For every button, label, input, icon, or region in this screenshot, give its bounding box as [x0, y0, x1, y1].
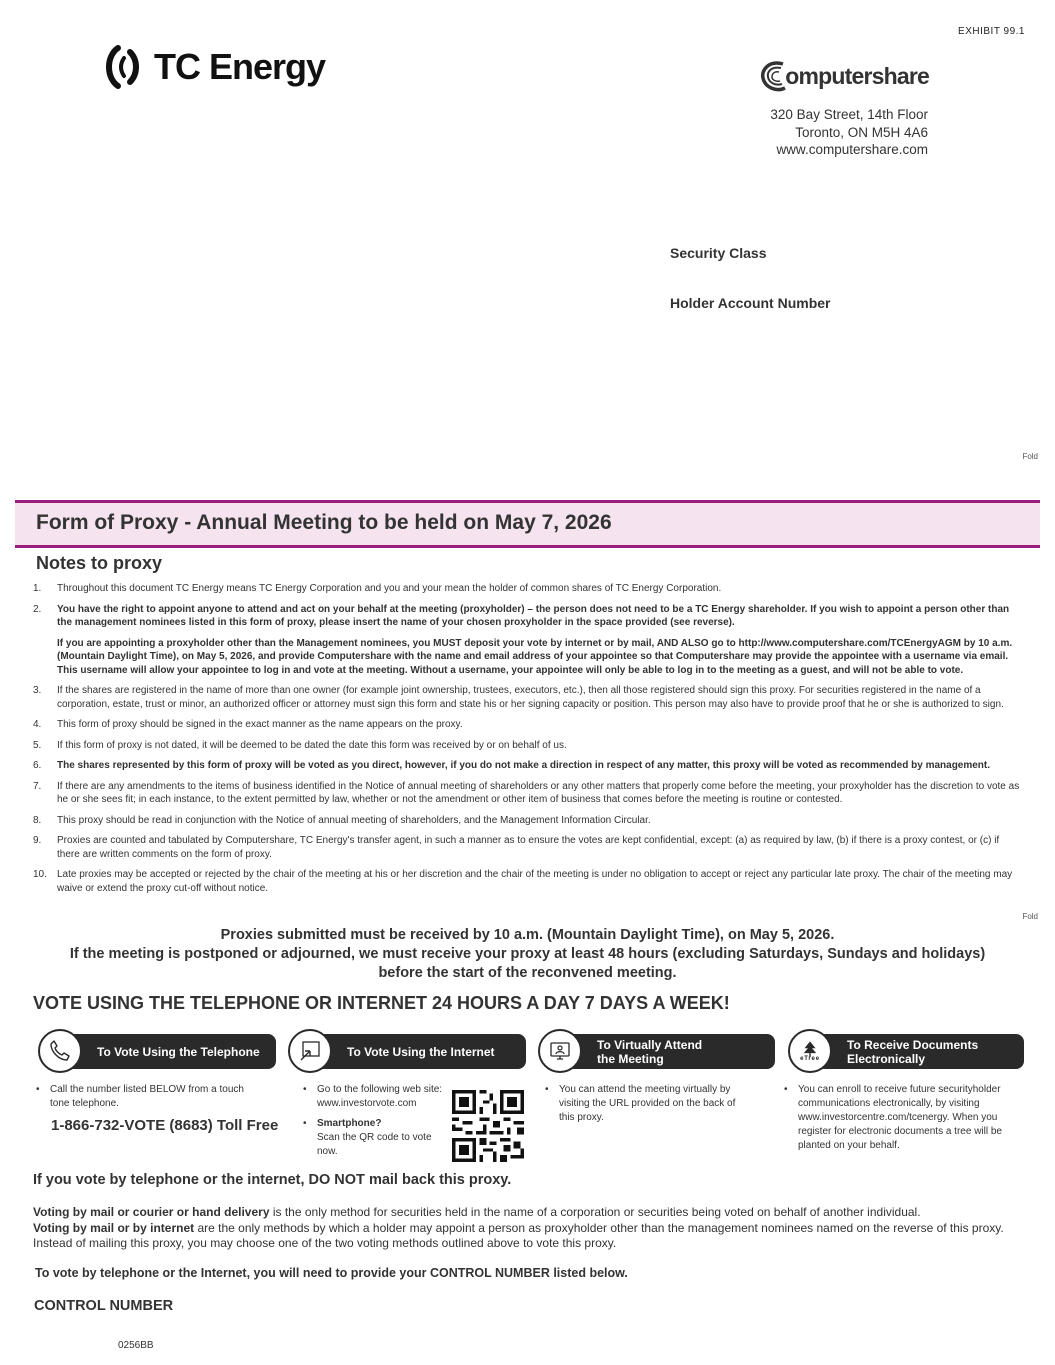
do-not-mail-notice: If you vote by telephone or the internet, DO NOT mail back this proxy. — [33, 1172, 512, 1188]
telephone-method-header: To Vote Using the Telephone — [60, 1034, 276, 1069]
note-item: 5. If this form of proxy is not dated, it will be deemed to be dated the date this form was received by or on behalf of us. — [33, 739, 567, 751]
address-line: 320 Bay Street, 14th Floor — [770, 107, 928, 122]
monitor-person-icon — [538, 1029, 582, 1073]
holder-account-label: Holder Account Number — [670, 295, 831, 311]
address-line: Toronto, ON M5H 4A6 — [795, 124, 928, 140]
form-title: Form of Proxy - Annual Meeting to be held on May 7, 2026 — [36, 511, 612, 534]
vote-heading: VOTE USING THE TELEPHONE OR INTERNET 24 HOURS A DAY 7 DAYS A WEEK! — [33, 993, 730, 1013]
computershare-address — [770, 106, 928, 159]
tc-energy-mark-icon — [104, 42, 150, 92]
note-item: 2. You have the right to appoint anyone to attend and act on your behalf at the meeting (proxyholder) – the person does not need to be a TC Energy shareholder. If you wish to appoint a person other than the management nominees listed in this form of proxy, please insert the name of your chosen proxyholder in the space provided (see reverse). If you are appointing a proxyholder other than the Management nominees, you MUST deposit your vote by internet or by mail, AND ALSO go to http://www.computershare.com/TCEnergyAGM by 10 a.m. (Mountain Daylight Time), on May 5, 2026, and provide Computershare with the name and email address of your appointee so that Computershare may provide the appointee with a username via email. This username will allow your appointee to log in and vote at the meeting. Without a username, your appointee will only be able to log in to the meeting as a guest, and will not be able to vote. — [33, 603, 1013, 676]
notes-title: Notes to proxy — [36, 553, 163, 573]
exhibit-label: EXHIBIT 99.1 — [958, 26, 1025, 37]
internet-method-body: • Go to the following web site: www.investorvote.com • Smartphone? Scan the QR code to vote now. — [303, 1083, 448, 1159]
electronic-method-body: • You can enroll to receive future securityholder communications electronically, by visiting www.investorcentre.com/tcenergy. When you register for electronic documents a tree will be planted on your behalf. — [784, 1084, 1002, 1151]
phone-icon — [38, 1029, 82, 1073]
voting-methods-paragraph: Voting by mail or courier or hand delivery is the only method for securities held in the name of a corporation or securities being voted on behalf of another individual. Voting by mail or by internet are the only methods by which a holder may appoint a person as proxyholder other than the management nominees named on the reverse of this proxy. Instead of mailing this proxy, you may choose one of the two voting methods outlined above to vote this proxy. — [33, 1205, 1004, 1250]
computershare-logo — [759, 58, 929, 94]
note-item: 9. Proxies are counted and tabulated by Computershare, TC Energy's transfer agent, in such a manner as to ensure the votes are kept confidential, except: (a) as required by law, (b) if there is a proxy contest, or (c) if there are written comments on the form of proxy. — [33, 835, 1000, 860]
note-item: 1. Throughout this document TC Energy means TC Energy Corporation and you and your mean the holder of common shares of TC Energy Corporation. — [33, 583, 722, 594]
qr-code[interactable] — [452, 1090, 524, 1162]
investorvote-link[interactable]: Go to the following web site: www.investorvote.com — [317, 1084, 443, 1109]
note-item: 3. If the shares are registered in the name of more than one owner (for example joint ownership, trustees, executors, etc.), then all those registered should sign this proxy. For securities registered in the name of a corporation, estate, trust or minor, an authorized officer or attorney must sign this form and state his or her signing capacity or position. This person may also have to provide proof that he or she is authorized to sign. — [33, 685, 1004, 710]
etree-icon — [788, 1029, 832, 1073]
virtual-method-header: To Virtually Attend the Meeting — [560, 1034, 775, 1069]
note-item: 4. This form of proxy should be signed in the exact manner as the name appears on the proxy. — [33, 719, 463, 730]
telephone-method-body: • Call the number listed BELOW from a touch tone telephone. — [36, 1084, 244, 1109]
note-item: 10. Late proxies may be accepted or rejected by the chair of the meeting at his or her discretion and the chair of the meeting is under no obligation to accept or reject any particular late proxy. The chair of the meeting may waive or extend the proxy cut-off without notice. — [33, 869, 1013, 894]
note-item: 7. If there are any amendments to the items of business identified in the Notice of annual meeting of shareholders or any other matters that properly come before the meeting, your proxyholder has the discretion to vote as he or she sees fit; in each instance, to the extent permitted by law, whether or not the amendment or other item of business that comes before the meeting is routine or contested. — [33, 780, 1020, 805]
electronic-method-header: To Receive Documents Electronically — [810, 1034, 1024, 1069]
etree-icon-text: eTree — [800, 1056, 820, 1062]
computershare-logo-text: omputershare — [785, 62, 929, 89]
form-code: 0256BB — [118, 1340, 154, 1351]
fold-mark: Fold — [1022, 912, 1038, 921]
internet-method-header: To Vote Using the Internet — [310, 1034, 526, 1069]
virtual-method-body: • You can attend the meeting virtually by visiting the URL provided on the back of this proxy. — [545, 1084, 736, 1123]
tc-energy-logo-text: TC Energy — [154, 46, 326, 87]
fold-mark: Fold — [1022, 452, 1038, 461]
control-number-label: CONTROL NUMBER — [34, 1298, 174, 1314]
note-item: 8. This proxy should be read in conjunction with the Notice of annual meeting of shareholders, and the Management Information Circular. — [33, 814, 651, 826]
address-line: www.computershare.com — [776, 142, 928, 157]
security-class-label: Security Class — [670, 245, 767, 261]
cursor-icon — [288, 1029, 332, 1073]
tc-energy-logo — [104, 42, 325, 92]
note-item: 6. The shares represented by this form of proxy will be voted as you direct, however, if you do not make a direction in respect of any matter, this proxy will be voted as recommended by management. — [33, 760, 991, 771]
notes-list — [33, 582, 1023, 902]
phone-number[interactable]: 1-866-732-VOTE (8683) Toll Free — [51, 1117, 279, 1134]
control-number-instruction: To vote by telephone or the Internet, you will need to provide your CONTROL NUMBER listed below. — [35, 1266, 628, 1280]
proxy-deadline: Proxies submitted must be received by 10 a.m. (Mountain Daylight Time), on May 5, 2026. If the meeting is postponed or adjourned, we must receive your proxy at least 48 hours (excluding Saturdays, Sundays and holidays) before the start of the reconvened meeting. — [69, 927, 986, 981]
